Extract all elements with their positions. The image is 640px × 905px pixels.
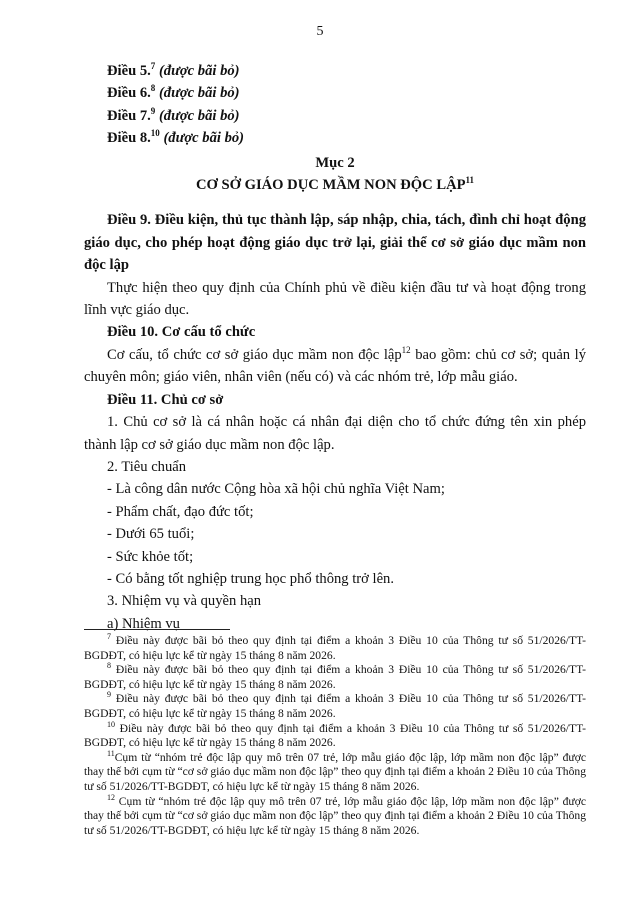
footnote-ref[interactable]: 7 xyxy=(150,61,156,72)
footnote: $^7$ Điều này được bãi bỏ theo quy định tại điểm a khoản 3 Điều 10 của Thông tư số 51/2026/TT-BGDĐT, có hiệu lực kể từ ngày 15 tháng 8 năm 2026. xyxy=(84,632,586,662)
article-7-repealed: Điều 7.$^9$ (được bãi bỏ) xyxy=(107,105,240,124)
footnote: $^{12}$ Cụm từ “nhóm trẻ độc lập quy mô trên 07 trẻ, lớp mẫu giáo độc lập, lớp mầm non độc lập” được thay thế bởi cụm từ “cơ sở giáo dục mầm non độc lập” theo quy định tại điểm a khoản 2 Điều 10 của Thông tư số 51/2026/TT-BGDĐT, có hiệu lực kể từ ngày 15 tháng 8 năm 2026. xyxy=(84,792,586,837)
article-11-line: 2. Tiêu chuẩn xyxy=(107,458,187,475)
footnote: $^{11}$Cụm từ “nhóm trẻ độc lập quy mô trên 07 trẻ, lớp mẫu giáo độc lập, lớp mầm non độc lập” được thay thế bởi cụm từ “cơ sở giáo dục mầm non độc lập” theo quy định tại điểm a khoản 2 Điều 10 của Thông tư số 51/2026/TT-BGDĐT, có hiệu lực kể từ ngày 15 tháng 8 năm 2026. xyxy=(84,748,586,793)
article-6-repealed: Điều 6.$^8$ (được bãi bỏ) xyxy=(107,83,240,102)
footnote-number: 9 xyxy=(107,690,111,700)
footnote-number: 10 xyxy=(107,719,115,729)
footnote-divider xyxy=(84,629,230,630)
footnote-ref[interactable]: 11 xyxy=(465,175,475,186)
article-11-line: 3. Nhiệm vụ và quyền hạn xyxy=(107,593,262,610)
footnotes xyxy=(84,634,586,838)
article-11-line: - Có bằng tốt nghiệp trung học phổ thông trở lên. xyxy=(107,570,394,587)
article-9-heading: Điều 9. Điều kiện, thủ tục thành lập, sáp nhập, chia, tách, đình chỉ hoạt động giáo dục, cho phép hoạt động giáo dục trở lại, giải thể cơ sở giáo dục mầm non độc lập xyxy=(84,212,586,274)
article-11-line: - Dưới 65 tuổi; xyxy=(107,526,195,543)
footnote-ref[interactable]: 12 xyxy=(401,345,411,356)
article-11-heading: Điều 11. Chủ cơ sở xyxy=(107,391,224,408)
footnote: $^9$ Điều này được bãi bỏ theo quy định tại điểm a khoản 3 Điều 10 của Thông tư số 51/2026/TT-BGDĐT, có hiệu lực kể từ ngày 15 tháng 8 năm 2026. xyxy=(84,690,586,720)
document-body xyxy=(84,60,586,635)
article-11-clause-1: 1. Chủ cơ sở là cá nhân hoặc cá nhân đại diện cho tổ chức đứng tên xin phép thành lập cơ sở giáo dục mầm non độc lập. xyxy=(84,414,586,453)
article-5-repealed: Điều 5.$^7$ (được bãi bỏ) xyxy=(107,61,240,79)
page-number: 5 xyxy=(316,24,324,39)
footnote-ref[interactable]: 8 xyxy=(150,83,156,94)
footnote-number: 11 xyxy=(107,748,115,758)
section-title: Mục 2 xyxy=(315,154,355,171)
footnote-number: 12 xyxy=(107,792,115,802)
article-11-line: - Là công dân nước Cộng hòa xã hội chủ nghĩa Việt Nam; xyxy=(107,481,445,498)
article-10-heading: Điều 10. Cơ cấu tổ chức xyxy=(107,324,256,341)
article-10-body: Cơ cấu, tổ chức cơ sở giáo dục mầm non độc lập$^{12}$ bao gồm: chủ cơ sở; quản lý chuyên môn; giáo viên, nhân viên (nếu có) và các nhóm trẻ, lớp mẫu giáo. xyxy=(84,345,586,386)
footnote: $^8$ Điều này được bãi bỏ theo quy định tại điểm a khoản 3 Điều 10 của Thông tư số 51/2026/TT-BGDĐT, có hiệu lực kể từ ngày 15 tháng 8 năm 2026. xyxy=(84,661,586,691)
article-9-body: Thực hiện theo quy định của Chính phủ về điều kiện đầu tư và hoạt động trong lĩnh vực giáo dục. xyxy=(84,279,586,319)
article-8-repealed: Điều 8.10 (được bãi bỏ) xyxy=(107,128,245,147)
footnote-number: 8 xyxy=(107,661,111,671)
article-11-line: a) Nhiệm vụ xyxy=(107,615,180,632)
article-11-line: - Phẩm chất, đạo đức tốt; xyxy=(107,503,254,520)
footnote-ref[interactable]: 10 xyxy=(150,128,160,139)
footnote: $^{10}$ Điều này được bãi bỏ theo quy định tại điểm a khoản 3 Điều 10 của Thông tư số 51/2026/TT-BGDĐT, có hiệu lực kể từ ngày 15 tháng 8 năm 2026. xyxy=(84,719,586,750)
section-subtitle: CƠ SỞ GIÁO DỤC MẦM NON ĐỘC LẬP$^{11}$ xyxy=(195,175,475,194)
footnote-ref[interactable]: 9 xyxy=(150,105,156,116)
article-11-line: - Sức khỏe tốt; xyxy=(107,548,194,565)
footnote-number: 7 xyxy=(107,632,111,642)
